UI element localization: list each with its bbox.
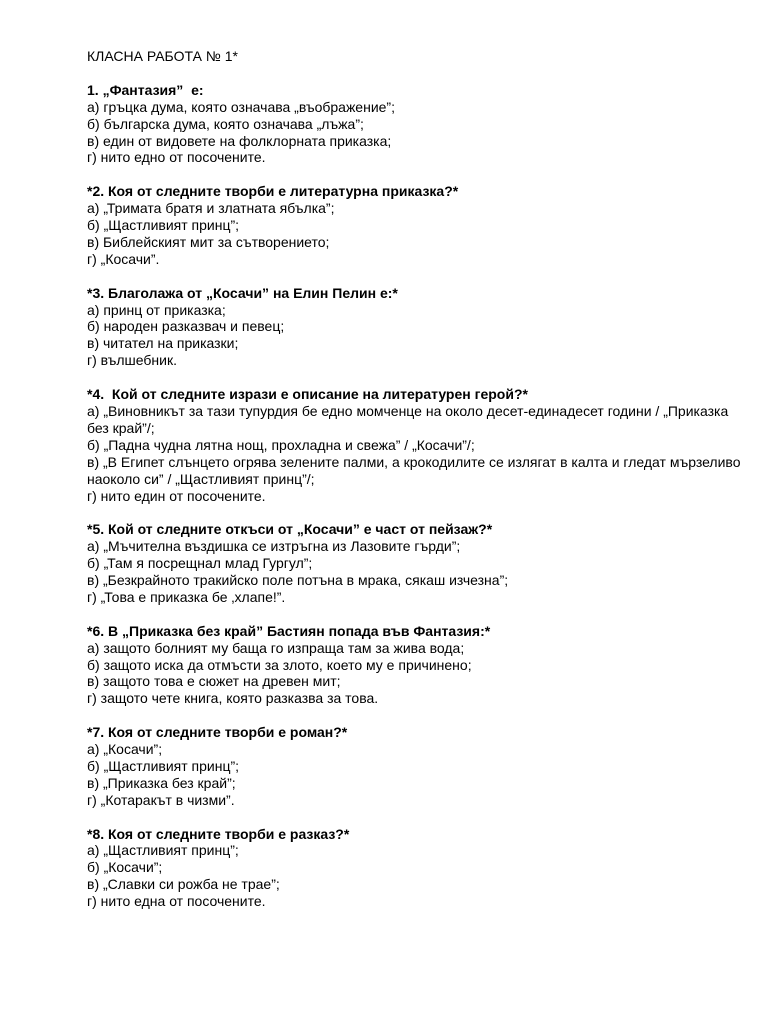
answer-option: в) „Славки си рожба не трае”; [87,876,280,893]
answer-option: в) читател на приказки; [87,335,239,352]
answer-option: г) нито един от посочените. [87,487,266,504]
answer-option: а) защото болният му баща го изпраща там за жива вода; [87,639,465,656]
answer-option: б) българска дума, която означава „лъжа”; [87,115,364,132]
question-title: *7. Коя от следните творби е роман?* [87,724,348,741]
answer-option: г) нито една от посочените. [87,893,266,910]
answer-option: г) защото чете книга, която разказва за това. [87,690,379,707]
question-7 [87,724,747,809]
answer-option: а) „Косачи”; [87,741,163,758]
answer-option: а) „Тримата братя и златната ябълка”; [87,200,335,217]
answer-option: в) „В Египет слънцето огрява зелените палми, а крокодилите се излягат в калта и гледат мързеливо наоколо си” / „Щастливият принц”/; [87,453,741,487]
question-title: *3. Благолажа от „Косачи” на Елин Пелин е:* [87,284,398,301]
answer-option: б) защото иска да отмъсти за злото, което му е причинено; [87,656,472,673]
question-list [87,82,747,910]
question-title: *6. В „Приказка без край” Бастиян попада във Фантазия:* [87,622,491,639]
answer-option: а) „Щастливият принц”; [87,842,239,859]
answer-option: в) „Безкрайното тракийско поле потъна в мрака, сякаш изчезна”; [87,572,509,589]
question-title: *5. Кой от следните откъси от „Косачи” е част от пейзаж?* [87,521,493,538]
question-title: *4. Кой от следните изрази е описание на литературен герой?* [87,386,528,403]
question-title: *8. Коя от следните творби е разказ?* [87,825,350,842]
answer-option: б) „Щастливият принц”; [87,757,240,774]
question-8 [87,826,747,911]
question-title: 1. „Фантазия” е: [87,81,204,98]
question-title: *2. Коя от следните творби е литературна приказка?* [87,183,459,200]
question-4 [87,386,747,504]
answer-option: г) „Котаракът в чизми”. [87,791,235,808]
answer-option: в) „Приказка без край”; [87,774,236,791]
document-page [87,48,747,927]
question-3 [87,285,747,370]
answer-option: а) гръцка дума, която означава „въображение”; [87,98,395,115]
question-5 [87,521,747,606]
answer-option: в) Библейският мит за сътворението; [87,233,330,250]
answer-option: б) „Падна чудна лятна нощ, прохладна и свежа” / „Косачи”/; [87,436,475,453]
document-title: КЛАСНА РАБОТА № 1* [87,48,238,64]
answer-option: а) принц от приказка; [87,301,226,318]
answer-option: б) народен разказвач и певец; [87,318,285,335]
answer-option: г) вълшебник. [87,352,177,369]
answer-option: б) „Косачи”; [87,859,163,876]
answer-option: в) защото това е сюжет на древен мит; [87,673,341,690]
question-2 [87,183,747,268]
answer-option: а) „Виновникът за тази тупурдия бе едно момченце на около десет-единадесет години / „Приказка без край”/; [87,402,729,436]
question-6 [87,623,747,708]
answer-option: г) „Това е приказка бе ‚хлапе!”. [87,588,286,605]
answer-option: б) „Там я посрещнал млад Гургул”; [87,555,313,572]
answer-option: а) „Мъчителна въздишка се изтръгна из Лазовите гърди”; [87,538,461,555]
answer-option: в) един от видовете на фолклорната приказка; [87,132,392,149]
answer-option: г) „Косачи”. [87,250,160,267]
question-1 [87,82,747,167]
answer-option: г) нито едно от посочените. [87,149,266,166]
answer-option: б) „Щастливият принц”; [87,217,240,234]
